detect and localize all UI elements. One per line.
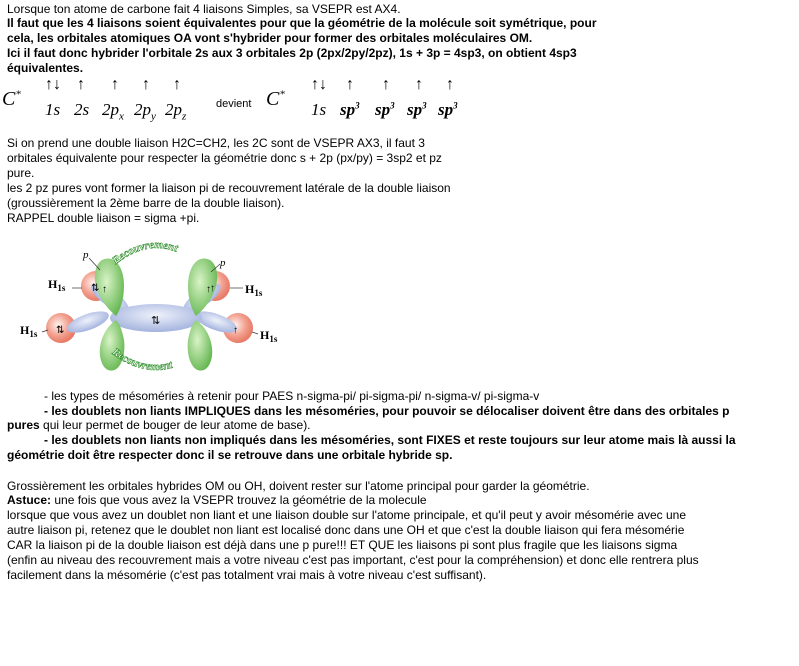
orbital-2s-before: 2s	[74, 100, 90, 119]
arrow-2pz-before: ↑	[173, 76, 181, 93]
arrow-2px-before: ↑	[111, 76, 119, 93]
h-label-bottom-right: $H_{1s}$	[260, 328, 278, 344]
h-label-top-right: $H_{1s}$	[245, 282, 263, 298]
arrow-1s-before: ↑↓	[45, 76, 61, 93]
electron-pi-left: ↑	[102, 284, 107, 295]
double-bond-line-2: orbitales équivalente pour respecter la géométrie donc s + 2p (px/py) = 3sp2 et pz	[7, 151, 442, 165]
p-lobe-bottom-left	[100, 320, 125, 371]
bullet-mesomerie-types: - les types de mésoméries à retenir pour PAES n-sigma-pi/ pi-sigma-pi/ n-sigma-v/ pi-sigma-v	[44, 389, 540, 403]
arrow-2s-before: ↑	[77, 76, 85, 93]
orbital-sp3-3-after: $sp^3$	[407, 100, 427, 119]
electron-h-left: ⇅	[91, 283, 100, 294]
electron-h-right: ↑	[210, 283, 215, 294]
orbital-2px-before: $2p_x$	[102, 100, 124, 123]
bullet-impliques-cont: pures qui leur permet de bouger de leur atome de base).	[7, 418, 311, 432]
electron-pi-right: ↑	[206, 284, 211, 295]
double-bond-line-5: (groussièrement la 2ème barre de la double liaison).	[7, 196, 285, 210]
orbital-sp3-1-after: $sp^3$	[340, 100, 360, 119]
arrow-sp3-4-after: ↑	[446, 76, 454, 93]
arrow-1s-after: ↑↓	[311, 76, 327, 93]
h-pointer-bottom-right	[252, 332, 258, 334]
h-label-top-left: $H_{1s}$	[48, 277, 66, 293]
outro-line-1: Grossièrement les orbitales hybrides OM ou OH, doivent rester sur l'atome principal pour garder la géométrie.	[7, 479, 590, 493]
arrow-2py-before: ↑	[142, 76, 150, 93]
electron-h-bl: ⇅	[56, 325, 65, 336]
orbital-sp3-2-after: $sp^3$	[375, 100, 395, 119]
orbital-2py-before: $2p_y$	[134, 100, 156, 123]
h-label-bottom-left: $H_{1s}$	[20, 323, 38, 339]
recouvrement-top-label: Recouvrement	[110, 238, 180, 267]
devient-label: devient	[216, 98, 252, 110]
bullet-non-impliques-cont: géométrie doit être respecter donc il se retrouve dans une orbitale hybride sp.	[7, 448, 453, 462]
p-label-left: p	[83, 249, 89, 261]
intro-line-1: Lorsque ton atome de carbone fait 4 liaisons Simples, sa VSEPR est AX4.	[7, 2, 401, 16]
outro-astuce: Astuce: une fois que vous avez la VSEPR trouvez la géométrie de la molecule	[7, 493, 427, 507]
electron-h-br: ↑	[233, 325, 238, 336]
arrow-sp3-2-after: ↑	[382, 76, 390, 93]
double-bond-line-3: pure.	[7, 166, 35, 180]
ethylene-pi-bond-figure	[10, 236, 300, 382]
p-lobe-bottom-right	[188, 320, 213, 371]
intro-bold-4: équivalentes.	[7, 61, 84, 75]
carbon-star-before: C*	[2, 88, 21, 110]
outro-line-5: CAR la liaison pi de la double liaison est déjà dans une p pure!!! ET QUE les liaisons pi sont plus fragile que les liaisons sigma	[7, 538, 678, 552]
double-bond-line-6: RAPPEL double liaison = sigma +pi.	[7, 211, 200, 225]
intro-bold-3: Ici il faut donc hybrider l'orbitale 2s aux 3 orbitales 2p (2px/2py/2pz), 1s + 3p = 4sp3, on obtient 4sp3	[7, 46, 577, 60]
orbital-sp3-4-after: $sp^3$	[438, 100, 458, 119]
outro-line-4: autre liaison pi, retenez que le doublet non liant est localisé donc dans une OH et que c'est la double liaison qui fera mésomérie	[7, 523, 685, 537]
intro-bold-1: Il faut que les 4 liaisons soient équivalentes pour que la géométrie de la molécule soit symétrique, pour	[7, 16, 597, 30]
electron-pair-sigma: ⇅	[151, 315, 161, 327]
recouvrement-bottom-label: Recouvrement	[109, 346, 174, 374]
bullet-non-impliques: - les doublets non liants non impliqués dans les mésoméries, sont FIXES et reste toujours sur leur atome mais là aussi la	[44, 433, 736, 447]
orbital-1s-before: 1s	[45, 100, 61, 119]
arrow-sp3-1-after: ↑	[346, 76, 354, 93]
outro-line-6: (enfin au niveau des recouvrement mais a votre niveau c'est pas important, c'est pour la compréhension) et donc elle rentrera plus	[7, 553, 699, 567]
orbital-1s-after: 1s	[311, 100, 327, 119]
intro-bold-2: cela, les orbitales atomiques OA vont s'hybrider pour former des orbitales moléculaires OM.	[7, 31, 533, 45]
double-bond-line-4: les 2 pz pures vont former la liaison pi de recouvrement latérale de la double liaison	[7, 181, 451, 195]
p-label-right: p	[220, 257, 226, 269]
outro-line-7: facilement dans la mésomérie (c'est pas totalment vrai mais à votre niveau c'est suffisant).	[7, 568, 487, 582]
double-bond-line-1: Si on prend une double liaison H2C=CH2, les 2C sont de VSEPR AX3, il faut 3	[7, 136, 425, 150]
bullet-impliques: - les doublets non liants IMPLIQUES dans les mésoméries, pour pouvoir se délocaliser doivent être dans des orbitales p	[44, 404, 730, 418]
orbital-2pz-before: $2p_z$	[165, 100, 187, 123]
carbon-star-after: C*	[266, 88, 285, 110]
arrow-sp3-3-after: ↑	[415, 76, 423, 93]
outro-line-3: lorsque que vous avez un doublet non liant et une liaison double sur l'atome principale, et qu'il peut y avoir mésomérie avec une	[7, 508, 686, 522]
